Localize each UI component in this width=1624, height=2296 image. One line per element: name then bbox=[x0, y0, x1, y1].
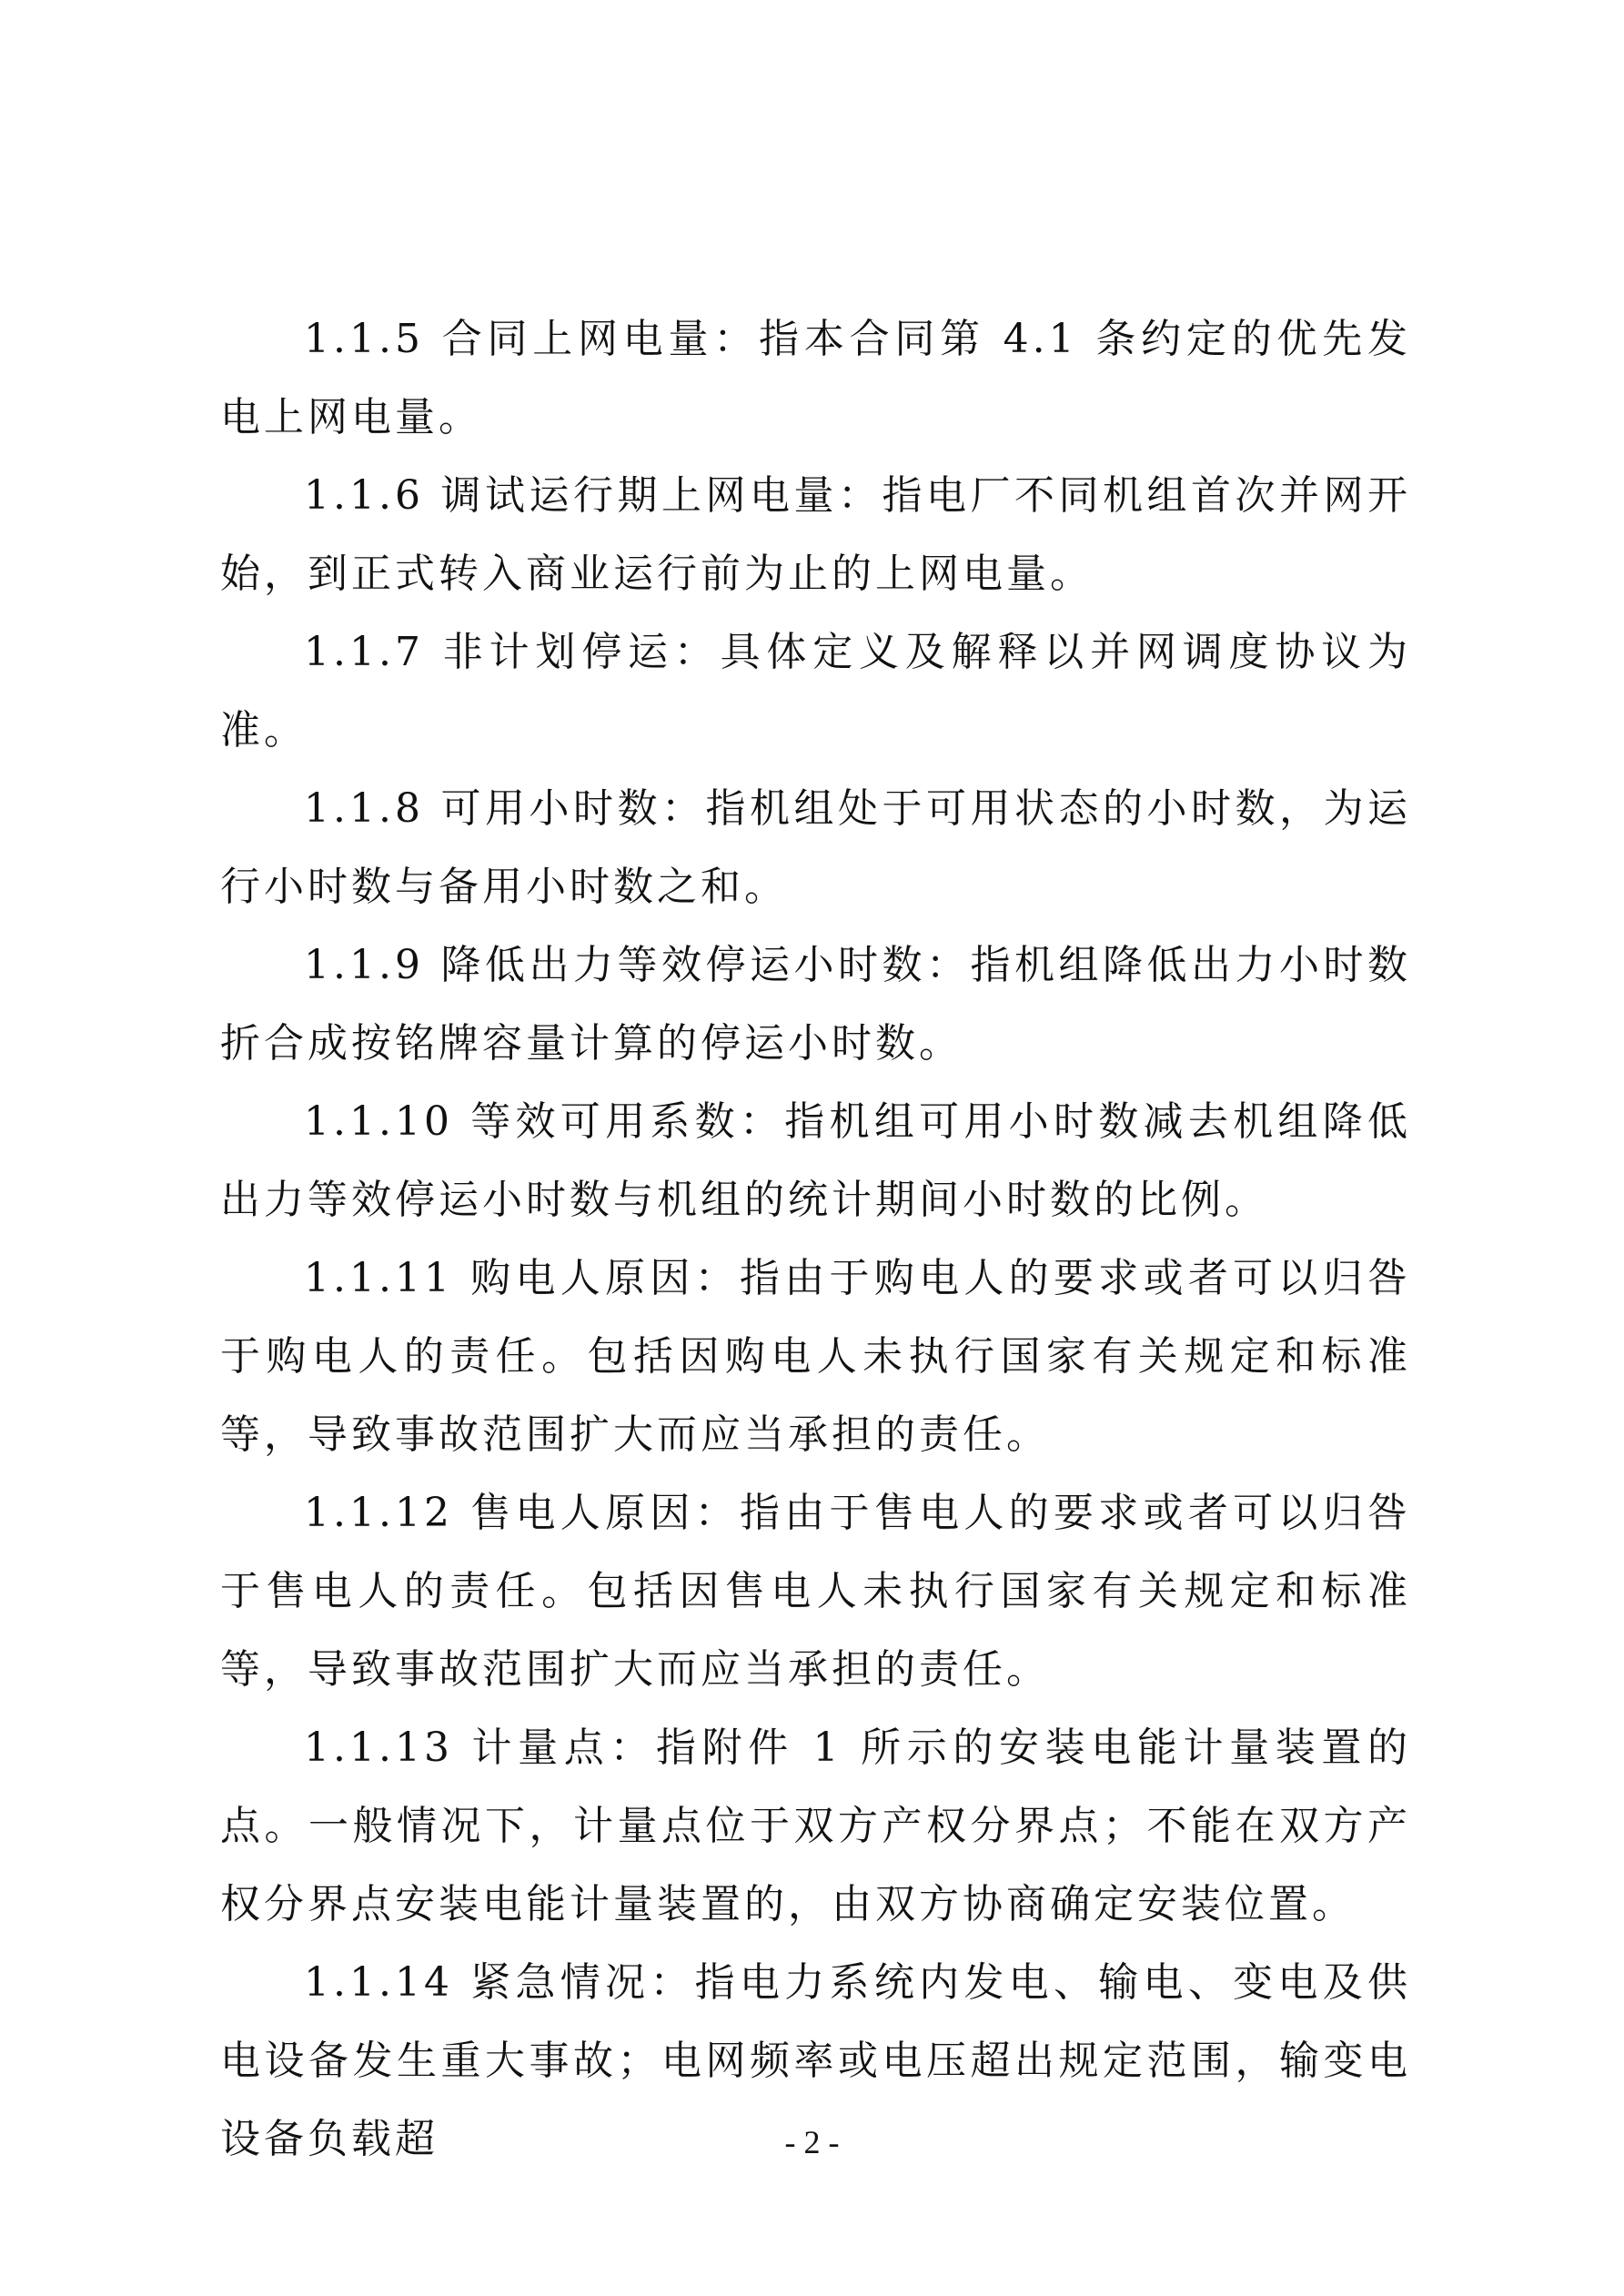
clause-1-1-7: 1.1.7 非计划停运：具体定义及解释以并网调度协议为准。 bbox=[220, 629, 1411, 754]
clause-1-1-14: 1.1.14 紧急情况：指电力系统内发电、输电、变电及供电设备发生重大事故；电网频率或电压超出规定范围，输变电设备负载超 bbox=[220, 1959, 1411, 2162]
page-number: - 2 - bbox=[784, 2124, 840, 2160]
clause-1-1-9: 1.1.9 降低出力等效停运小时数：指机组降低出力小时数折合成按铭牌容量计算的停运小时数。 bbox=[220, 942, 1411, 1067]
document-body bbox=[220, 300, 1411, 2179]
clause-1-1-8: 1.1.8 可用小时数：指机组处于可用状态的小时数，为运行小时数与备用小时数之和。 bbox=[220, 785, 1411, 910]
clause-1-1-11: 1.1.11 购电人原因：指由于购电人的要求或者可以归咎于购电人的责任。包括因购电人未执行国家有关规定和标准等，导致事故范围扩大而应当承担的责任。 bbox=[220, 1255, 1411, 1458]
clause-1-1-13: 1.1.13 计量点：指附件 1 所示的安装电能计量装置的点。一般情况下，计量点位于双方产权分界点；不能在双方产权分界点安装电能计量装置的，由双方协商确定安装位置。 bbox=[220, 1725, 1411, 1927]
clause-1-1-10: 1.1.10 等效可用系数：指机组可用小时数减去机组降低出力等效停运小时数与机组的统计期间小时数的比例。 bbox=[220, 1098, 1411, 1223]
clause-1-1-5: 1.1.5 合同上网电量：指本合同第 4.1 条约定的优先发电上网电量。 bbox=[220, 316, 1411, 440]
clause-1-1-12: 1.1.12 售电人原因：指由于售电人的要求或者可以归咎于售电人的责任。包括因售电人未执行国家有关规定和标准等，导致事故范围扩大而应当承担的责任。 bbox=[220, 1490, 1411, 1693]
clause-1-1-6: 1.1.6 调试运行期上网电量：指电厂不同机组首次并网开始，到正式转入商业运行前为止的上网电量。 bbox=[220, 472, 1411, 597]
